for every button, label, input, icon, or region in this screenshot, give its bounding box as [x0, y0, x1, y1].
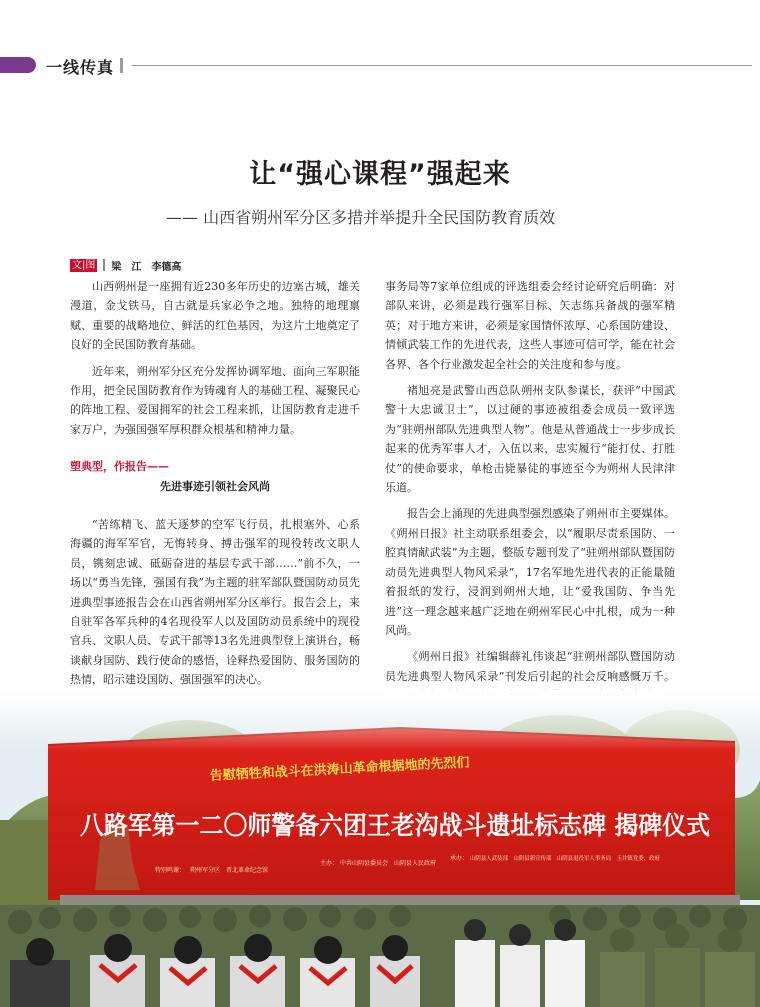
byline-separator	[103, 259, 105, 271]
paragraph: 近年来，朔州军分区充分发挥协调军地、面向三军职能作用，把全民国防教育作为铸魂育人的基础工程、凝聚民心的阵地工程、爱国拥军的社会工程来抓，让国防教育走进千家万户，为强国强军厚积群众根基和精神力量。	[70, 364, 360, 436]
banner-host-orgs: 中共山阴县委员会 山阴县人民政府	[340, 860, 437, 867]
paragraph: 山西朔州是一座拥有近230多年历史的边塞古城，雄关漫道，金戈铁马，自古就是兵家必争之地。独特的地理禀赋、重要的战略地位、鲜活的红色基因，为这片土地奠定了良好的全民国防教育基础。	[70, 280, 360, 352]
banner-thanks-orgs: 朔州军分区 晋北革命纪念馆	[190, 867, 269, 874]
article-title: 让“强心课程”强起来	[249, 159, 511, 190]
banner-organizer-label: 承办：	[450, 855, 469, 862]
banner-main-text: 八路军第一二〇师警备六团王老沟战斗遗址标志碑 揭碑仪式	[80, 811, 710, 840]
paragraph: “苦练精飞、蓝天逐梦的空军飞行员，扎根塞外、心系海疆的海军军官，无悔转身、搏击强军的现役转改文职人员，镌刻忠诚、砥砺奋进的基层专武干部……”前不久，一场以“勇当先锋，强国有我”为主题的驻军部队暨国防动员先进典型事迹报告会在山西省朔州军分区举行。报告会上，来自驻军各军兵种的4名现役军人以及国防动员系统中的现役官兵、文职人员、专武干部等13名先进典型登上演讲台，畅谈献身国防、践行使命的感悟，诠释热爱国防、服务国防的热情，昭示建设国防、强国强军的决心。	[70, 518, 360, 687]
article-subtitle: —— 山西省朔州军分区多措并举提升全民国防教育质效	[166, 208, 556, 227]
byline-authors: 梁 江 李德高	[111, 261, 182, 273]
banner-organizer-orgs: 山阴县人武装部 山阴县新宣传部 山阴县退役军人事务局 玉井镇党委、政府	[470, 856, 663, 862]
left-column-intro	[70, 277, 360, 446]
paragraph: 报告会上涌现的先进典型强烈感染了朔州市主要媒体。《朔州日报》社主动联系组委会，以“履职尽责系国防、一腔真情献武装”为主题，整版专题刊发了“驻朔州部队暨国防动员先进典型人物风采录”，17名军地先进代表的正能量随着报纸的发行，浸润到朔州大地，让“爱我国防、争当先进”这一理念越来越广泛地在朔州军民心中扎根，成为一种风尚。	[385, 507, 675, 637]
section-title: 一线传真	[46, 58, 115, 77]
paragraph: 《朔州日报》社编辑薛礼伟谈起“驻朔州部队暨国防动员先进典型人物风采录”刊发后引起的社会反响感慨万千。	[385, 650, 675, 683]
byline	[70, 258, 181, 272]
section-rule	[132, 65, 752, 66]
paragraph: 褚旭亮是武警山西总队朔州支队参谋长，获评“中国武警十大忠诚卫士”，以过硬的事迹被组委会成员一致评选为“驻朔州部队先进典型人物”。他是从普通战士一步步成长起来的优秀军事人才，入伍以来，忠实履行“能打仗、打胜仗”的使命要求，单枪击毙暴徒的事迹至今为朔州人民津津乐道。	[385, 384, 675, 495]
section-separator	[120, 58, 123, 73]
byline-tag: 文|图	[72, 259, 96, 271]
section-tab-marker	[0, 57, 36, 73]
right-column	[385, 277, 675, 732]
banner-host-label: 主办：	[320, 860, 339, 867]
banner-top-text: 告慰牺牲和战斗在洪涛山革命根据地的先烈们	[209, 755, 470, 784]
photo-top-fade	[0, 690, 760, 750]
paragraph: 事务局等7家单位组成的评选组委会经讨论研究后明确：对部队来讲，必须是践行强军目标、矢志练兵备战的强军精英；对于地方来讲，必须是家国情怀浓厚、心系国防建设、情倾武装工作的先进代表，这些人事迹可信可学，能在社会各界、各个行业激发起全社会的关注度和参与度。	[385, 280, 675, 371]
subsection-heading: 先进事迹引领社会风尚	[160, 480, 270, 493]
subsection-heading-red: 塑典型，作报告——	[70, 460, 169, 473]
banner-thanks-label: 特别鸣谢：	[155, 867, 186, 874]
